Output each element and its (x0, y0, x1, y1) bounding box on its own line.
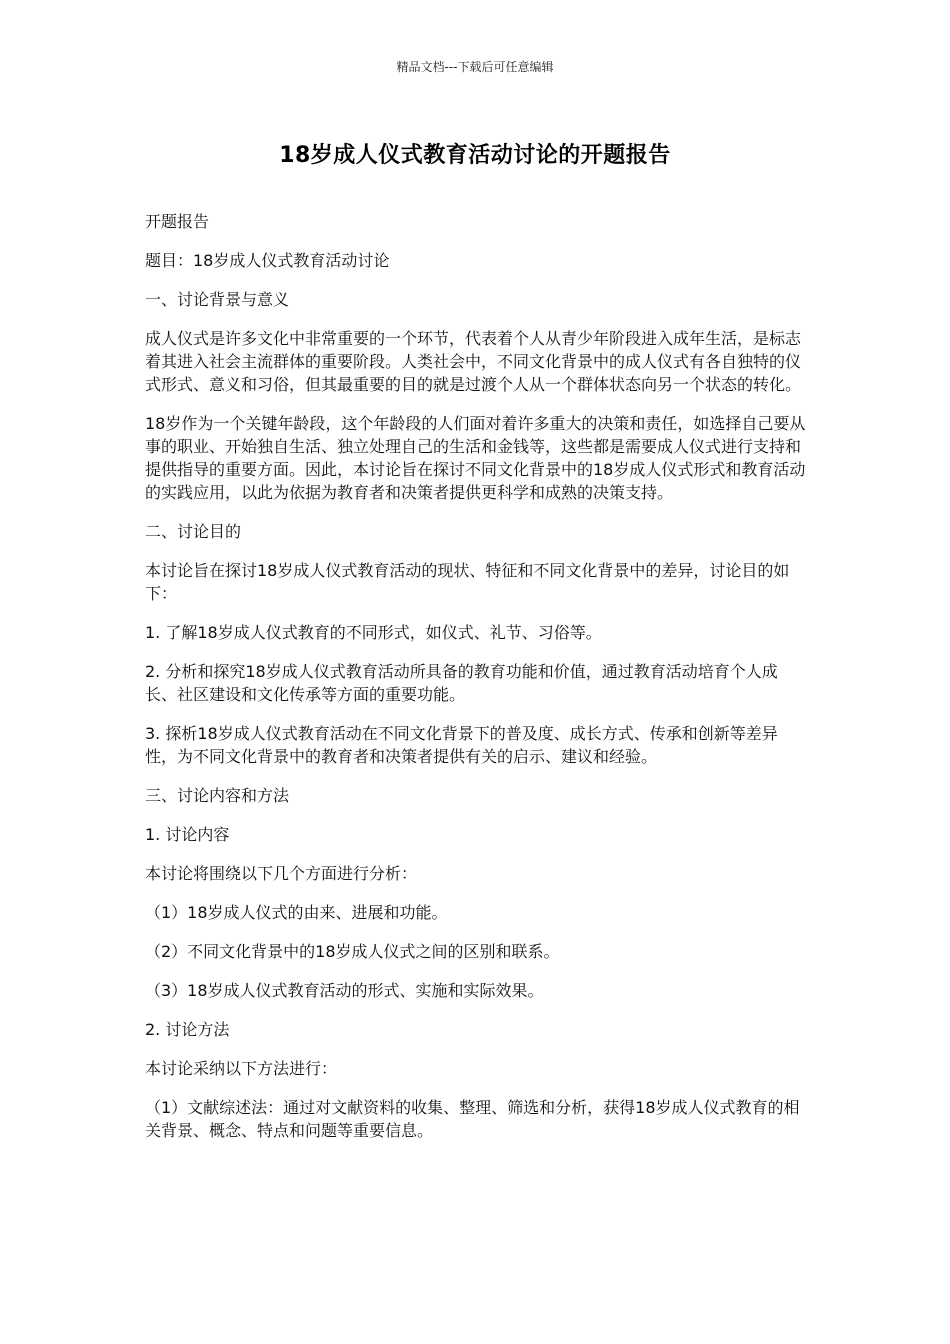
list-item: （1）文献综述法：通过对文献资料的收集、整理、筛选和分析，获得18岁成人仪式教育的相关背景、概念、特点和问题等重要信息。 (145, 1098, 800, 1140)
section-heading-content-method: 三、讨论内容和方法 (145, 786, 290, 805)
list-item: 3. 探析18岁成人仪式教育活动在不同文化背景下的普及度、成长方式、传承和创新等差异性，为不同文化背景中的教育者和决策者提供有关的启示、建议和经验。 (145, 724, 778, 766)
body-paragraph: 本讨论采纳以下方法进行： (145, 1059, 338, 1078)
body-paragraph: 本讨论将围绕以下几个方面进行分析： (145, 864, 418, 883)
section-heading-background: 一、讨论背景与意义 (145, 290, 290, 309)
list-item: （2）不同文化背景中的18岁成人仪式之间的区别和联系。 (145, 942, 560, 961)
page-header: 精品文档---下载后可任意编辑 (396, 60, 554, 74)
list-item: （1）18岁成人仪式的由来、进展和功能。 (145, 903, 448, 922)
body-paragraph: 18岁作为一个关键年龄段，这个年龄段的人们面对着许多重大的决策和责任，如选择自己要从事的职业、开始独自生活、独立处理自己的生活和金钱等，这些都是需要成人仪式进行支持和提供指导的重要方面。因此，本讨论旨在探讨不同文化背景中的18岁成人仪式形式和教育活动的实践应用，以此为依据为教育者和决策者提供更科学和成熟的决策支持。 (145, 414, 806, 502)
document-title: 18岁成人仪式教育活动讨论的开题报告 (279, 143, 671, 168)
topic-line: 题目：18岁成人仪式教育活动讨论 (145, 251, 390, 270)
list-item: 2. 分析和探究18岁成人仪式教育活动所具备的教育功能和价值，通过教育活动培育个人成长、社区建设和文化传承等方面的重要功能。 (145, 662, 778, 704)
document-body (145, 210, 807, 1158)
list-item: 1. 了解18岁成人仪式教育的不同形式，如仪式、礼节、习俗等。 (145, 623, 602, 642)
section-label: 开题报告 (145, 212, 210, 231)
section-heading-purpose: 二、讨论目的 (145, 522, 242, 541)
body-paragraph: 本讨论旨在探讨18岁成人仪式教育活动的现状、特征和不同文化背景中的差异，讨论目的如下： (145, 561, 790, 603)
body-paragraph: 成人仪式是许多文化中非常重要的一个环节，代表着个人从青少年阶段进入成年生活，是标志着其进入社会主流群体的重要阶段。人类社会中，不同文化背景中的成人仪式有各自独特的仪式形式、意义和习俗，但其最重要的目的就是过渡个人从一个群体状态向另一个状态的转化。 (145, 329, 802, 394)
subsection-heading: 1. 讨论内容 (145, 825, 230, 844)
subsection-heading: 2. 讨论方法 (145, 1020, 230, 1039)
list-item: （3）18岁成人仪式教育活动的形式、实施和实际效果。 (145, 981, 544, 1000)
